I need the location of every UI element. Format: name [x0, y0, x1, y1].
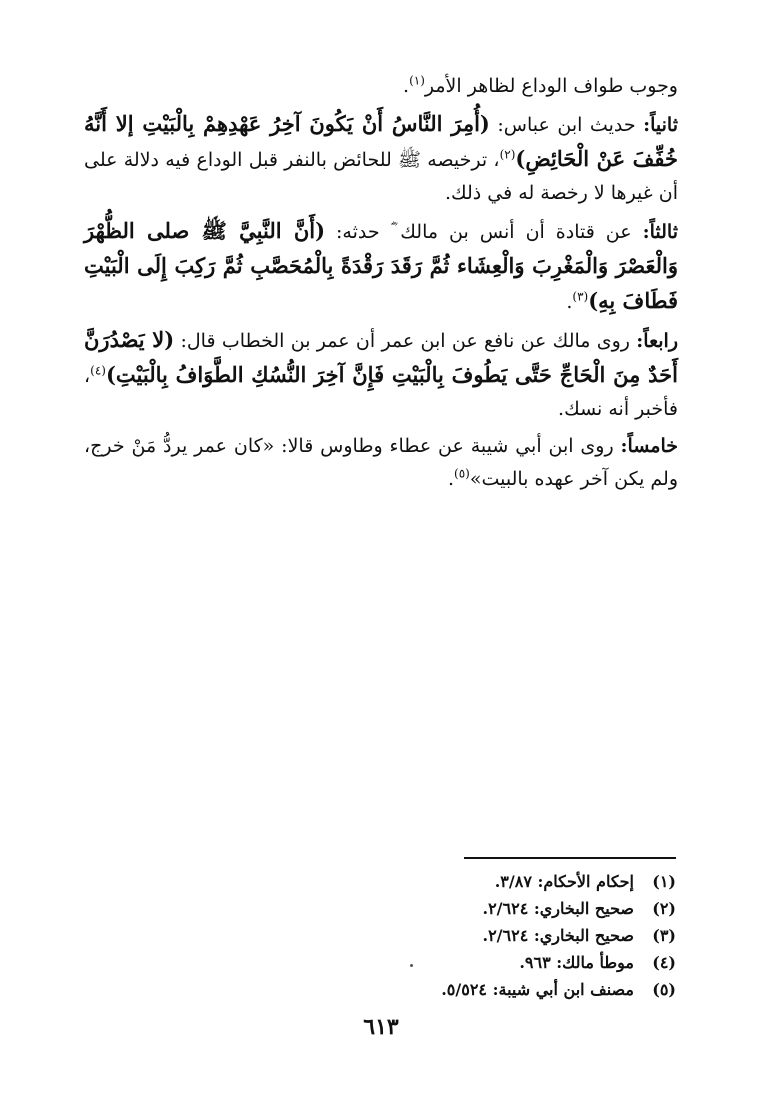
footnote-ref: (٢)	[499, 147, 516, 162]
footnote-item	[256, 949, 676, 976]
footnote-number: (٤)	[652, 953, 676, 972]
main-text	[84, 70, 678, 500]
hadith-quote: (لا يَصْدُرَنَّ أَحَدٌ مِنَ الْحَاجِّ حَتَّى يَطُوفَ بِالْبَيْتِ فَإِنَّ آخِرَ النُّسُكِ الطَّوَافُ بِالْبَيْتِ)	[84, 327, 678, 387]
paragraph-text: وجوب طواف الوداع لظاهر الأمر	[424, 75, 678, 97]
paragraph-second	[84, 107, 678, 210]
page-number: ٦١٣	[363, 1014, 399, 1040]
footnote-text: صحيح البخاري: ٢/٦٢٤.	[482, 899, 634, 918]
paragraph-fifth	[84, 430, 678, 496]
footnote-text: صحيح البخاري: ٢/٦٢٤.	[482, 926, 634, 945]
footnote-number: (٣)	[652, 926, 676, 945]
paragraph-after-text: ، ترخيصه ﷺ للحائض بالنفر قبل الوداع فيه دلالة على أن غيرها لا رخصة له في ذلك.	[84, 149, 678, 204]
paragraph-after-text: .	[566, 291, 573, 313]
footnote-number: (٢)	[652, 899, 676, 918]
scan-speck	[410, 964, 413, 967]
point-label: ثالثاً:	[642, 221, 678, 243]
footnote-item	[256, 922, 676, 949]
hadith-quote: (أُمِرَ النَّاسُ أَنْ يَكُونَ آخِرُ عَهْدِهِمْ بِالْبَيْتِ إلا أَنَّهُ خُفِّفَ عَنْ الْحَائِضِ)	[84, 111, 678, 171]
athar-quote: «كان عمر يردُّ مَنْ خرج، ولم يكن آخر عهده بالبيت»	[84, 435, 678, 490]
paragraph-intro-text: عن قتادة أن أنس بن مالك ؓ حدثه:	[325, 221, 643, 243]
paragraph-intro	[84, 70, 678, 103]
paragraph-fourth	[84, 323, 678, 426]
paragraph-intro-text: حديث ابن عباس:	[489, 114, 644, 136]
point-label: ثانياً:	[643, 114, 678, 136]
footnote-item	[256, 868, 676, 895]
footnote-divider	[464, 857, 676, 859]
footnote-ref: (١)	[409, 73, 425, 88]
paragraph-intro-text: روى مالك عن نافع عن ابن عمر أن عمر بن الخطاب قال:	[174, 330, 637, 352]
paragraph-end: .	[403, 75, 410, 97]
footnote-item	[256, 976, 676, 1003]
point-label: خامساً:	[620, 435, 678, 457]
paragraph-third	[84, 214, 678, 319]
paragraph-after-text: .	[447, 468, 455, 490]
footnote-ref: (٤)	[90, 363, 106, 378]
footnote-item	[256, 895, 676, 922]
point-label: رابعاً:	[636, 330, 678, 352]
footnote-text: إحكام الأحكام: ٣/٨٧.	[494, 872, 634, 891]
footnote-text: موطأ مالك: ٩٦٣.	[519, 953, 634, 972]
footnotes	[256, 868, 676, 1003]
hadith-quote: (أَنَّ النَّبِيَّ ﷺ صلى الظُّهْرَ وَالْعَصْرَ وَالْمَغْرِبَ وَالْعِشَاء ثُمَّ رَقَدَ رَقْدَةً بِالْمُحَصَّبِ ثُمَّ رَكِبَ إِلَى الْبَيْتِ فَطَافَ بِهِ)	[84, 218, 678, 313]
footnote-ref: (٥)	[454, 466, 470, 481]
footnote-ref: (٣)	[572, 289, 589, 304]
footnote-text: مصنف ابن أبي شيبة: ٥/٥٢٤.	[441, 980, 634, 999]
footnote-number: (١)	[652, 872, 676, 891]
paragraph-after-text: ، فأخبر أنه نسك.	[84, 365, 678, 420]
footnote-number: (٥)	[652, 980, 676, 999]
paragraph-intro-text: روى ابن أبي شيبة عن عطاء وطاوس قالا:	[274, 435, 621, 457]
